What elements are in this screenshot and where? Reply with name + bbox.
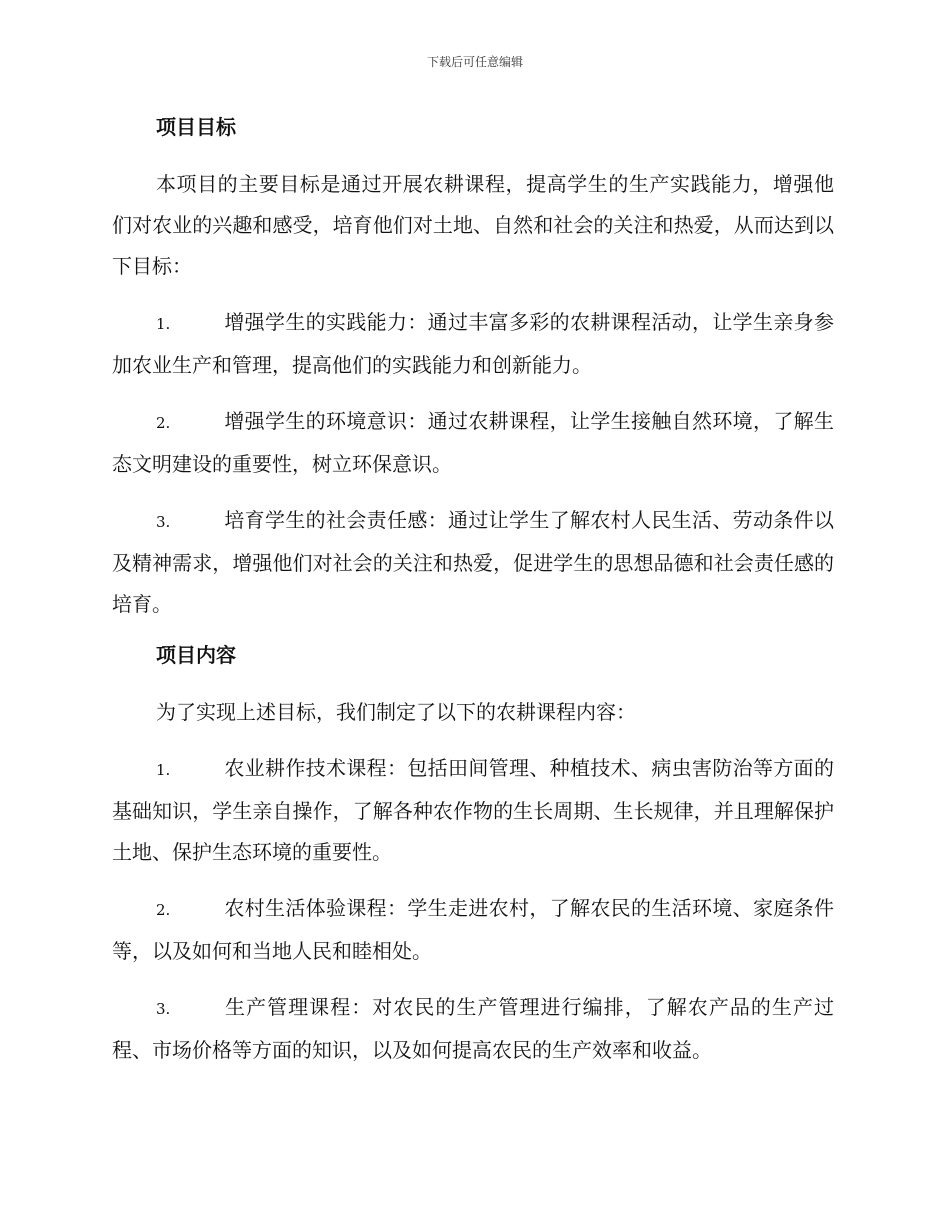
goal-list-item — [112, 302, 834, 386]
list-item-text: 增强学生的环境意识：通过农耕课程，让学生接触自然环境，了解生态文明建设的重要性，树立环保意识。 — [112, 409, 834, 476]
list-item-text: 农业耕作技术课程：包括田间管理、种植技术、病虫害防治等方面的基础知识，学生亲自操作，了解各种农作物的生长周期、生长规律，并且理解保护土地、保护生态环境的重要性。 — [112, 756, 834, 864]
content-list-item — [112, 748, 834, 873]
content-list-item — [112, 888, 834, 972]
section-heading-goals: 项目目标 — [156, 115, 236, 139]
document-body — [112, 112, 834, 1086]
goals-intro-paragraph: 本项目的主要目标是通过开展农耕课程，提高学生的生产实践能力，增强他们对农业的兴趣和感受，培育他们对土地、自然和社会的关注和热爱，从而达到以下目标： — [112, 172, 834, 278]
page-header: 下载后可任意编辑 — [426, 55, 523, 69]
content-intro-paragraph: 为了实现上述目标，我们制定了以下的农耕课程内容： — [156, 700, 636, 724]
content-list-item — [112, 987, 834, 1071]
section-heading-content: 项目内容 — [156, 643, 236, 667]
goal-list-item — [112, 500, 834, 625]
list-number: 1. — [156, 315, 171, 333]
goal-list-item — [112, 401, 834, 485]
list-item-text: 生产管理课程：对农民的生产管理进行编排，了解农产品的生产过程、市场价格等方面的知识，以及如何提高农民的生产效率和收益。 — [112, 995, 834, 1062]
list-number: 3. — [156, 1000, 171, 1018]
list-number: 2. — [156, 414, 171, 432]
list-number: 1. — [156, 761, 171, 779]
list-item-text: 培育学生的社会责任感：通过让学生了解农村人民生活、劳动条件以及精神需求，增强他们对社会的关注和热爱，促进学生的思想品德和社会责任感的培育。 — [112, 508, 834, 616]
list-item-text: 农村生活体验课程：学生走进农村，了解农民的生活环境、家庭条件等，以及如何和当地人民和睦相处。 — [112, 896, 834, 963]
list-number: 3. — [156, 513, 171, 531]
list-number: 2. — [156, 901, 171, 919]
list-item-text: 增强学生的实践能力：通过丰富多彩的农耕课程活动，让学生亲身参加农业生产和管理，提高他们的实践能力和创新能力。 — [112, 310, 834, 377]
